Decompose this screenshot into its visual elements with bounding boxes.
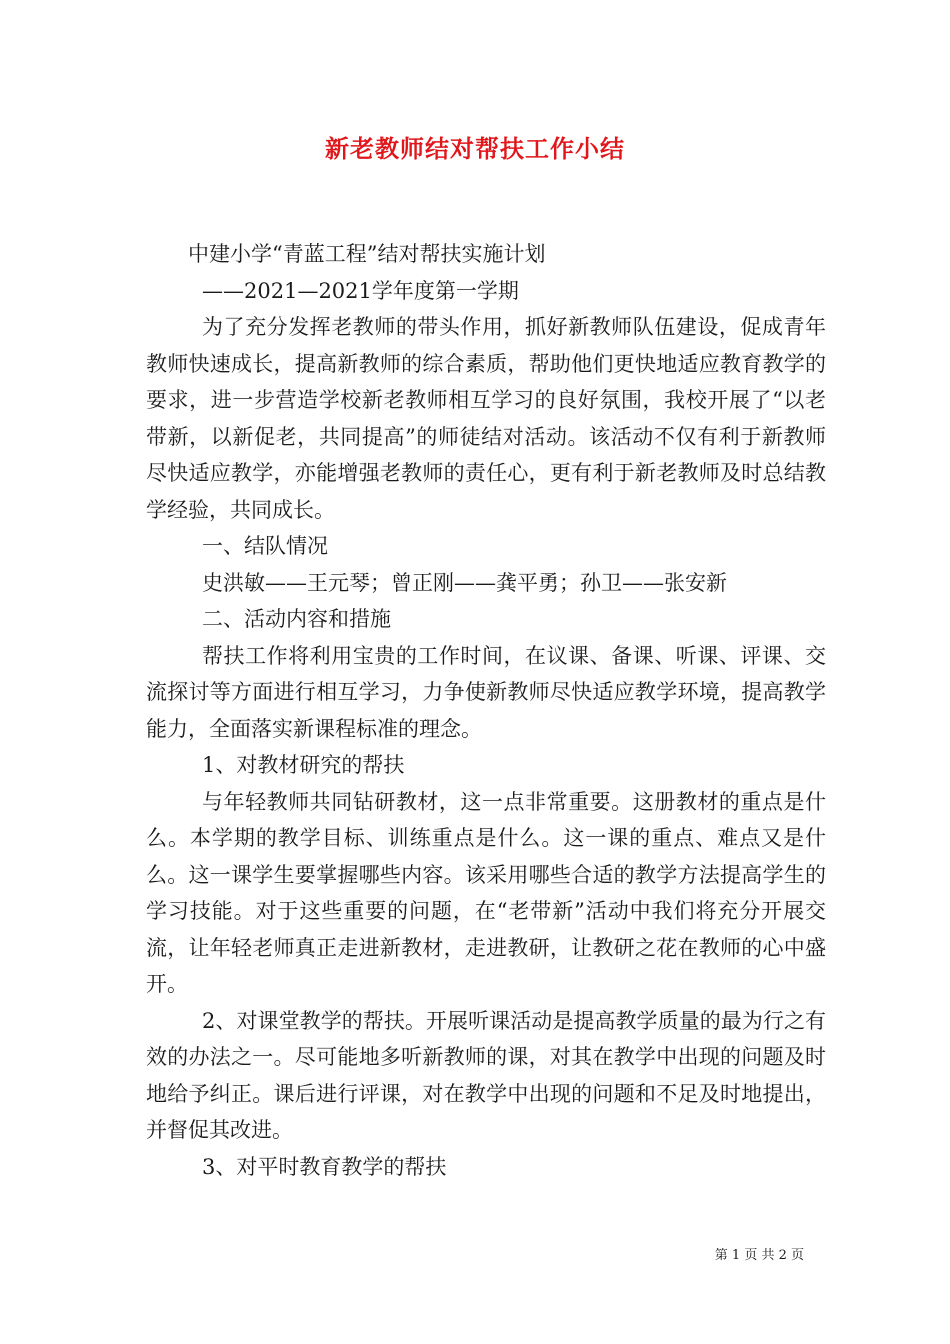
section1-heading: 一、结队情况 xyxy=(202,534,328,558)
section1-pairs: 史洪敏——王元琴；曾正刚——龚平勇；孙卫——张安新 xyxy=(202,570,727,595)
page-number: 第 1 页 共 2 页 xyxy=(714,1248,804,1263)
section2-paragraph: 帮扶工作将利用宝贵的工作时间，在议课、备课、听课、评课、交流探讨等方面进行相互学习，力争使新教师尽快适应教学环境，提高教学能力，全面落实新课程标准的理念。 xyxy=(146,643,826,741)
section2-heading: 二、活动内容和措施 xyxy=(202,607,391,631)
term-line: ——2021—2021学年度第一学期 xyxy=(202,278,519,303)
item3-heading: 3、对平时教育教学的帮扶 xyxy=(202,1154,447,1179)
item2-paragraph: 2、对课堂教学的帮扶。开展听课活动是提高教学质量的最为行之有效的办法之一。尽可能地多听新教师的课，对其在教学中出现的问题及时地给予纠正。课后进行评课，对在教学中出现的问题和不足及时地提出，并督促其改进。 xyxy=(146,1008,826,1142)
intro-paragraph: 为了充分发挥老教师的带头作用，抓好新教师队伍建设，促成青年教师快速成长，提高新教师的综合素质，帮助他们更快地适应教育教学的要求，进一步营造学校新老教师相互学习的良好氛围，我校开展了“以老带新，以新促老，共同提高”的师徒结对活动。该活动不仅有利于新教师尽快适应教学，亦能增强老教师的责任心，更有利于新老教师及时总结教学经验，共同成长。 xyxy=(146,315,826,522)
document-title: 新老教师结对帮扶工作小结 xyxy=(325,134,625,163)
document-body xyxy=(146,236,826,1185)
item1-paragraph: 与年轻教师共同钻研教材，这一点非常重要。这册教材的重点是什么。本学期的教学目标、训练重点是什么。这一课的重点、难点又是什么。这一课学生要掌握哪些内容。该采用哪些合适的教学方法提高学生的学习技能。对于这些重要的问题，在“老带新”活动中我们将充分开展交流，让年轻老师真正走进新教材，走进教研，让教研之花在教师的心中盛开。 xyxy=(146,789,826,996)
item1-heading: 1、对教材研究的帮扶 xyxy=(202,753,405,777)
plan-subtitle: 中建小学“青蓝工程”结对帮扶实施计划 xyxy=(188,242,546,266)
